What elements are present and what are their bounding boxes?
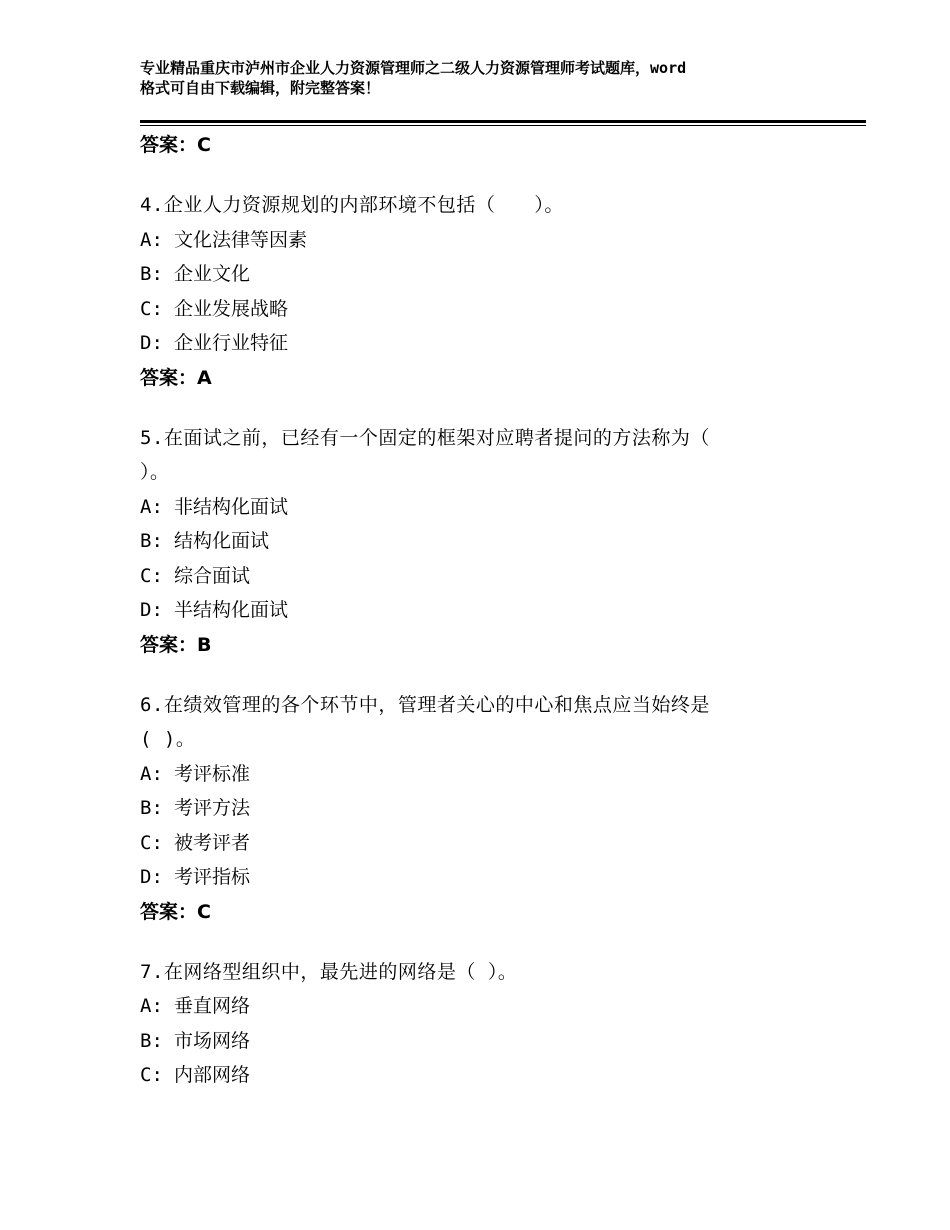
option-a: A: 非结构化面试 (140, 495, 289, 518)
option-d: D: 半结构化面试 (140, 599, 289, 621)
previous-answer: 答案：C (140, 134, 211, 156)
question-list (140, 128, 800, 1093)
header-line-1: 专业精品重庆市泸州市企业人力资源管理师之二级人力资源管理师考试题库，word (140, 59, 687, 77)
option-c: C: 内部网络 (140, 1064, 251, 1086)
document-header (140, 58, 830, 98)
question-text-cont: ( )。 (140, 728, 196, 750)
question-text-cont: ）。 (140, 461, 170, 483)
option-d: D: 企业行业特征 (140, 332, 289, 354)
header-rule-thin (140, 125, 866, 126)
option-b: B: 结构化面试 (140, 530, 270, 552)
option-a: A: 文化法律等因素 (140, 228, 308, 251)
option-a: A: 考评标准 (140, 762, 251, 785)
question-text: 5.在面试之前，已经有一个固定的框架对应聘者提问的方法称为（ (140, 426, 710, 449)
question-6 (140, 688, 800, 929)
option-b: B: 企业文化 (140, 263, 251, 285)
option-b: B: 市场网络 (140, 1029, 251, 1052)
option-c: C: 企业发展战略 (140, 297, 289, 320)
question-5 (140, 421, 800, 662)
question-text: 6.在绩效管理的各个环节中，管理者关心的中心和焦点应当始终是 (140, 693, 710, 716)
option-b: B: 考评方法 (140, 797, 251, 819)
answer: 答案：A (140, 366, 212, 389)
option-d: D: 考评指标 (140, 866, 251, 888)
answer: 答案：B (140, 633, 212, 656)
question-7 (140, 955, 800, 1093)
question-4 (140, 188, 800, 395)
header-line-2: 格式可自由下载编辑，附完整答案！ (140, 79, 381, 97)
option-a: A: 垂直网络 (140, 995, 251, 1017)
option-c: C: 综合面试 (140, 564, 251, 587)
header-rule-thick (140, 120, 866, 123)
question-text: 4.企业人力资源规划的内部环境不包括（ ）。 (140, 194, 564, 216)
option-c: C: 被考评者 (140, 831, 251, 854)
answer: 答案：C (140, 900, 211, 923)
question-text: 7.在网络型组织中，最先进的网络是（ ）。 (140, 960, 518, 983)
